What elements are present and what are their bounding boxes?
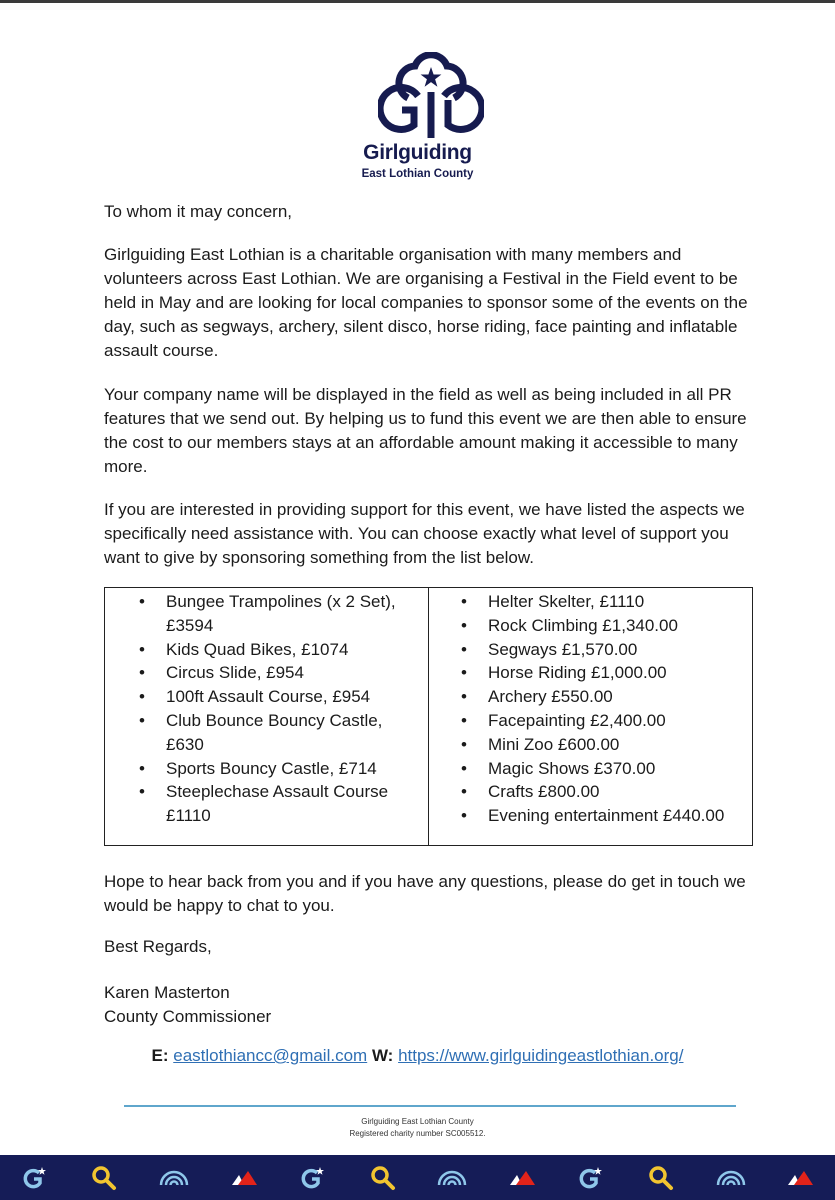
sponsorship-item-right-1 bbox=[461, 614, 751, 638]
sponsorship-list-right bbox=[461, 590, 751, 828]
sponsorship-item-left-2 bbox=[139, 661, 424, 685]
bullet-icon: • bbox=[139, 639, 145, 659]
footer-divider bbox=[124, 1105, 736, 1107]
paragraph-support: If you are interested in providing support for this event, we have listed the aspects we specifically need assistance with. You can choose exactly what level of support you want to give by sponsoring something from the list below. bbox=[104, 500, 745, 567]
salutation: To whom it may concern, bbox=[104, 202, 293, 221]
sponsorship-item-right-4 bbox=[461, 685, 751, 709]
sponsorship-item-label: Steeplechase Assault Course £1110 bbox=[166, 782, 389, 826]
magnifier-icon bbox=[626, 1155, 696, 1200]
sponsorship-item-right-2 bbox=[461, 638, 751, 662]
sponsorship-item-label: Bungee Trampolines (x 2 Set), £3594 bbox=[166, 592, 396, 635]
sponsorship-item-label: Evening entertainment £440.00 bbox=[488, 806, 725, 826]
bullet-icon: • bbox=[461, 639, 467, 659]
sponsorship-item-label: Mini Zoo £600.00 bbox=[488, 734, 620, 754]
sponsorship-item-label: Facepainting £2,400.00 bbox=[488, 710, 666, 730]
bullet-icon: • bbox=[461, 663, 467, 683]
bullet-icon: • bbox=[139, 710, 145, 730]
paragraph-benefits: Your company name will be displayed in the field as well as being included in all PR features that we send out. By helping us to fund this event we are then able to ensure the cost to our members stays at an affordable amount making it accessible to many more. bbox=[104, 385, 747, 476]
signoff: Best Regards, bbox=[104, 937, 212, 956]
sponsorship-item-left-0 bbox=[139, 590, 424, 638]
magnifier-icon bbox=[348, 1155, 418, 1200]
sponsorship-table bbox=[104, 587, 753, 846]
sponsorship-item-right-8 bbox=[461, 780, 751, 804]
mountain-icon bbox=[765, 1155, 835, 1200]
sponsorship-item-right-7 bbox=[461, 757, 751, 781]
bullet-icon: • bbox=[461, 592, 467, 611]
footer-icon-strip bbox=[0, 1155, 835, 1200]
top-border-line bbox=[0, 0, 835, 3]
sponsorship-item-label: Segways £1,570.00 bbox=[488, 639, 638, 659]
sponsorship-item-label: Circus Slide, £954 bbox=[166, 663, 304, 683]
bullet-icon: • bbox=[461, 734, 467, 754]
sponsorship-item-label: Crafts £800.00 bbox=[488, 782, 600, 802]
g-star-icon bbox=[278, 1155, 348, 1200]
g-star-icon bbox=[557, 1155, 627, 1200]
footer-org-name: Girlguiding East Lothian County bbox=[361, 1117, 474, 1126]
sponsorship-column-right bbox=[429, 588, 752, 845]
brand-name: Girlguiding bbox=[363, 141, 472, 164]
rainbow-icon bbox=[417, 1155, 487, 1200]
sponsorship-item-right-0 bbox=[461, 590, 751, 614]
sponsorship-item-left-6 bbox=[139, 780, 424, 828]
brand-subtitle: East Lothian County bbox=[361, 168, 474, 180]
sponsorship-item-label: Rock Climbing £1,340.00 bbox=[488, 615, 678, 635]
signer-name: Karen Masterton bbox=[104, 983, 230, 1002]
bullet-icon: • bbox=[461, 710, 467, 730]
sponsorship-item-right-5 bbox=[461, 709, 751, 733]
bullet-icon: • bbox=[139, 687, 145, 707]
bullet-icon: • bbox=[461, 758, 467, 778]
contact-line bbox=[0, 1046, 835, 1066]
rainbow-icon bbox=[696, 1155, 766, 1200]
sponsorship-item-label: Club Bounce Bouncy Castle, £630 bbox=[166, 710, 383, 754]
closing-paragraph: Hope to hear back from you and if you have any questions, please do get in touch we would be happy to chat to you. bbox=[104, 872, 746, 915]
bullet-icon: • bbox=[461, 687, 467, 707]
mountain-icon bbox=[487, 1155, 557, 1200]
bullet-icon: • bbox=[461, 782, 467, 802]
sponsorship-item-right-3 bbox=[461, 661, 751, 685]
bullet-icon: • bbox=[139, 782, 145, 802]
trefoil-star-logo-icon bbox=[378, 52, 484, 142]
paragraph-intro: Girlguiding East Lothian is a charitable organisation with many members and volunteers across East Lothian. We are organising a Festival in the Field event to be held in May and are looking for local companies to sponsor some of the events on the day, such as segways, archery, silent disco, horse riding, face painting and inflatable assault course. bbox=[104, 245, 748, 360]
sponsorship-item-left-5 bbox=[139, 757, 424, 781]
rainbow-icon bbox=[139, 1155, 209, 1200]
sponsorship-item-left-1 bbox=[139, 638, 424, 662]
bullet-icon: • bbox=[461, 806, 467, 826]
sponsorship-item-label: Magic Shows £370.00 bbox=[488, 758, 656, 778]
sponsorship-item-label: Horse Riding £1,000.00 bbox=[488, 663, 667, 683]
sponsorship-item-left-3 bbox=[139, 685, 424, 709]
web-label: W: bbox=[371, 1046, 394, 1065]
sponsorship-item-label: Kids Quad Bikes, £1074 bbox=[166, 639, 349, 659]
g-star-icon bbox=[0, 1155, 70, 1200]
sponsorship-item-left-4 bbox=[139, 709, 424, 757]
email-link[interactable]: eastlothiancc@gmail.com bbox=[173, 1046, 368, 1065]
email-label: E: bbox=[151, 1046, 169, 1065]
mountain-icon bbox=[209, 1155, 279, 1200]
sponsorship-item-right-9 bbox=[461, 804, 751, 828]
magnifier-icon bbox=[70, 1155, 140, 1200]
sponsorship-item-label: Archery £550.00 bbox=[488, 687, 613, 707]
sponsorship-item-label: Helter Skelter, £1110 bbox=[488, 592, 645, 611]
sponsorship-column-left bbox=[105, 588, 429, 845]
signer-title: County Commissioner bbox=[104, 1007, 272, 1026]
sponsorship-list-left bbox=[139, 590, 424, 828]
bullet-icon: • bbox=[139, 663, 145, 683]
sponsorship-item-label: Sports Bouncy Castle, £714 bbox=[166, 758, 377, 778]
sponsorship-item-label: 100ft Assault Course, £954 bbox=[166, 687, 371, 707]
sponsorship-item-right-6 bbox=[461, 733, 751, 757]
bullet-icon: • bbox=[139, 592, 145, 611]
website-link[interactable]: https://www.girlguidingeastlothian.org/ bbox=[398, 1046, 684, 1065]
footer-charity-number: Registered charity number SC005512. bbox=[349, 1129, 486, 1138]
bullet-icon: • bbox=[139, 758, 145, 778]
bullet-icon: • bbox=[461, 615, 467, 635]
